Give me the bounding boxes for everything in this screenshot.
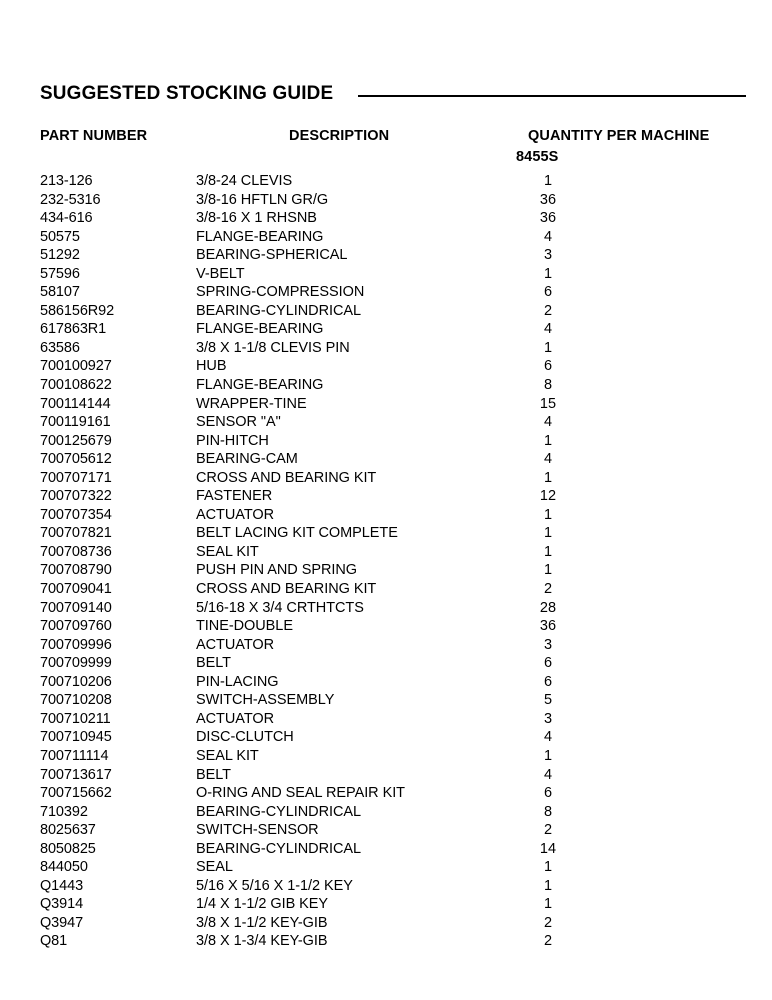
cell-description: PUSH PIN AND SPRING — [196, 562, 357, 579]
cell-part-number: Q3947 — [40, 914, 84, 931]
cell-quantity: 1 — [543, 432, 553, 449]
cell-part-number: 700707821 — [40, 525, 112, 542]
cell-part-number: 700119161 — [40, 414, 111, 431]
table-row — [0, 526, 772, 545]
column-header-part-number: PART NUMBER — [40, 128, 148, 144]
table-column-headers — [0, 129, 772, 173]
table-row — [0, 879, 772, 898]
cell-description: FASTENER — [196, 488, 273, 505]
table-row — [0, 211, 772, 230]
cell-description: 3/8 X 1-3/4 KEY-GIB — [196, 933, 328, 950]
cell-description: 5/16 X 5/16 X 1-1/2 KEY — [196, 877, 353, 894]
cell-quantity: 6 — [543, 785, 553, 802]
cell-description: V-BELT — [196, 265, 245, 282]
cell-description: PIN-HITCH — [196, 432, 269, 449]
cell-part-number: 700711114 — [40, 747, 109, 764]
cell-quantity: 28 — [539, 599, 557, 616]
table-row — [0, 545, 772, 564]
cell-description: ACTUATOR — [196, 506, 275, 523]
cell-part-number: 700709140 — [40, 599, 112, 616]
column-header-machine-model: 8455S — [516, 149, 559, 165]
cell-quantity: 14 — [539, 840, 557, 857]
cell-quantity: 36 — [539, 618, 557, 635]
cell-part-number: 232-5316 — [40, 191, 101, 208]
cell-part-number: 8025637 — [40, 822, 96, 839]
cell-part-number: 700707354 — [40, 506, 112, 523]
table-row — [0, 916, 772, 935]
cell-description: SPRING-COMPRESSION — [196, 284, 365, 301]
cell-quantity: 2 — [543, 302, 553, 319]
cell-part-number: Q3914 — [40, 896, 84, 913]
table-row — [0, 638, 772, 657]
cell-description: FLANGE-BEARING — [196, 228, 324, 245]
cell-quantity: 1 — [543, 859, 553, 876]
table-row — [0, 768, 772, 787]
cell-part-number: 700100927 — [40, 358, 112, 375]
cell-description: 5/16-18 X 3/4 CRTHTCTS — [196, 599, 364, 616]
cell-quantity: 1 — [543, 877, 553, 894]
table-row — [0, 378, 772, 397]
table-row — [0, 693, 772, 712]
cell-quantity: 6 — [543, 655, 553, 672]
cell-quantity: 8 — [543, 803, 553, 820]
table-row — [0, 471, 772, 490]
cell-quantity: 4 — [543, 766, 553, 783]
table-row — [0, 267, 772, 286]
cell-quantity: 1 — [543, 469, 553, 486]
cell-quantity: 1 — [543, 896, 553, 913]
cell-quantity: 2 — [543, 914, 553, 931]
table-row — [0, 749, 772, 768]
table-row — [0, 805, 772, 824]
cell-description: HUB — [196, 358, 227, 375]
cell-part-number: 617863R1 — [40, 321, 107, 338]
cell-quantity: 1 — [543, 747, 553, 764]
cell-part-number: 700710945 — [40, 729, 112, 746]
cell-description: BELT — [196, 766, 231, 783]
table-row — [0, 452, 772, 471]
cell-part-number: 8050825 — [40, 840, 96, 857]
table-row — [0, 508, 772, 527]
cell-quantity: 1 — [543, 506, 553, 523]
cell-quantity: 5 — [543, 692, 553, 709]
cell-description: PIN-LACING — [196, 673, 279, 690]
cell-part-number: 51292 — [40, 247, 80, 264]
document-title-block — [40, 82, 746, 106]
cell-description: DISC-CLUTCH — [196, 729, 294, 746]
cell-description: 3/8 X 1-1/8 CLEVIS PIN — [196, 339, 350, 356]
table-row — [0, 174, 772, 193]
cell-description: CROSS AND BEARING KIT — [196, 581, 377, 598]
table-row — [0, 823, 772, 842]
cell-description: BEARING-CYLINDRICAL — [196, 840, 362, 857]
cell-quantity: 1 — [543, 173, 553, 189]
cell-part-number: 710392 — [40, 803, 88, 820]
cell-description: BEARING-SPHERICAL — [196, 247, 348, 264]
title-horizontal-rule — [358, 95, 746, 97]
cell-part-number: 700125679 — [40, 432, 112, 449]
cell-part-number: 700710211 — [40, 710, 111, 727]
cell-quantity: 36 — [539, 210, 557, 227]
cell-part-number: 700710206 — [40, 673, 112, 690]
cell-description: TINE-DOUBLE — [196, 618, 293, 635]
cell-part-number: 700707171 — [40, 469, 112, 486]
cell-part-number: 213-126 — [40, 173, 93, 189]
cell-part-number: 700708736 — [40, 543, 112, 560]
cell-quantity: 15 — [539, 395, 557, 412]
cell-part-number: 700705612 — [40, 451, 112, 468]
cell-quantity: 1 — [543, 543, 553, 560]
page-title: SUGGESTED STOCKING GUIDE — [40, 82, 334, 105]
cell-part-number: 50575 — [40, 228, 80, 245]
cell-quantity: 4 — [543, 228, 553, 245]
cell-part-number: 700709996 — [40, 636, 112, 653]
table-row — [0, 397, 772, 416]
table-row — [0, 934, 772, 953]
cell-quantity: 2 — [543, 822, 553, 839]
cell-quantity: 1 — [543, 525, 553, 542]
cell-description: 3/8-24 CLEVIS — [196, 173, 293, 189]
cell-description: SEAL KIT — [196, 747, 259, 764]
parts-table-body — [0, 174, 772, 953]
cell-part-number: 700715662 — [40, 785, 112, 802]
cell-quantity: 2 — [543, 581, 553, 598]
cell-description: SEAL KIT — [196, 543, 259, 560]
cell-part-number: 58107 — [40, 284, 80, 301]
cell-description: SWITCH-SENSOR — [196, 822, 319, 839]
cell-description: ACTUATOR — [196, 636, 275, 653]
cell-part-number: 586156R92 — [40, 302, 115, 319]
cell-part-number: 700708790 — [40, 562, 112, 579]
cell-description: BEARING-CAM — [196, 451, 298, 468]
cell-quantity: 3 — [543, 636, 553, 653]
cell-quantity: 12 — [539, 488, 557, 505]
cell-description: BEARING-CYLINDRICAL — [196, 302, 362, 319]
table-row — [0, 322, 772, 341]
column-header-quantity-per-machine: QUANTITY PER MACHINE — [528, 128, 710, 144]
cell-quantity: 6 — [543, 673, 553, 690]
table-row — [0, 675, 772, 694]
cell-part-number: 700709999 — [40, 655, 112, 672]
table-row — [0, 619, 772, 638]
table-row — [0, 193, 772, 212]
cell-description: O-RING AND SEAL REPAIR KIT — [196, 785, 405, 802]
cell-description: BELT LACING KIT COMPLETE — [196, 525, 398, 542]
table-row — [0, 359, 772, 378]
table-row — [0, 415, 772, 434]
cell-description: 3/8-16 HFTLN GR/G — [196, 191, 329, 208]
cell-quantity: 1 — [543, 339, 553, 356]
table-row — [0, 434, 772, 453]
cell-part-number: 700114144 — [40, 395, 111, 412]
table-row — [0, 582, 772, 601]
cell-description: ACTUATOR — [196, 710, 275, 727]
cell-part-number: 844050 — [40, 859, 88, 876]
cell-quantity: 1 — [543, 562, 553, 579]
cell-quantity: 6 — [543, 358, 553, 375]
cell-description: CROSS AND BEARING KIT — [196, 469, 377, 486]
cell-part-number: 700710208 — [40, 692, 112, 709]
table-row — [0, 341, 772, 360]
table-row — [0, 285, 772, 304]
cell-quantity: 36 — [539, 191, 557, 208]
cell-part-number: Q1443 — [40, 877, 84, 894]
cell-description: SWITCH-ASSEMBLY — [196, 692, 335, 709]
table-row — [0, 897, 772, 916]
cell-description: WRAPPER-TINE — [196, 395, 307, 412]
table-row — [0, 563, 772, 582]
cell-quantity: 4 — [543, 729, 553, 746]
cell-part-number: 700709760 — [40, 618, 112, 635]
table-row — [0, 248, 772, 267]
table-row — [0, 786, 772, 805]
cell-description: 1/4 X 1-1/2 GIB KEY — [196, 896, 329, 913]
cell-description: 3/8-16 X 1 RHSNB — [196, 210, 317, 227]
column-header-description: DESCRIPTION — [289, 128, 390, 144]
cell-part-number: 700713617 — [40, 766, 112, 783]
table-row — [0, 860, 772, 879]
cell-part-number: 700709041 — [40, 581, 112, 598]
cell-part-number: 700108622 — [40, 377, 112, 394]
table-row — [0, 304, 772, 323]
cell-quantity: 8 — [543, 377, 553, 394]
cell-quantity: 2 — [543, 933, 553, 950]
cell-quantity: 3 — [543, 710, 553, 727]
table-row — [0, 230, 772, 249]
cell-description: FLANGE-BEARING — [196, 321, 324, 338]
table-row — [0, 842, 772, 861]
cell-part-number: 63586 — [40, 339, 80, 356]
cell-quantity: 4 — [543, 451, 553, 468]
cell-quantity: 6 — [543, 284, 553, 301]
cell-quantity: 1 — [543, 265, 553, 282]
cell-quantity: 4 — [543, 321, 553, 338]
cell-description: BELT — [196, 655, 231, 672]
cell-quantity: 3 — [543, 247, 553, 264]
cell-description: BEARING-CYLINDRICAL — [196, 803, 362, 820]
cell-part-number: 434-616 — [40, 210, 93, 227]
table-row — [0, 712, 772, 731]
cell-description: 3/8 X 1-1/2 KEY-GIB — [196, 914, 328, 931]
table-row — [0, 730, 772, 749]
cell-part-number: Q81 — [40, 933, 68, 950]
table-row — [0, 601, 772, 620]
table-row — [0, 656, 772, 675]
cell-part-number: 57596 — [40, 265, 80, 282]
cell-description: SEAL — [196, 859, 233, 876]
table-row — [0, 489, 772, 508]
cell-quantity: 4 — [543, 414, 553, 431]
cell-description: FLANGE-BEARING — [196, 377, 324, 394]
cell-description: SENSOR "A" — [196, 414, 281, 431]
cell-part-number: 700707322 — [40, 488, 112, 505]
